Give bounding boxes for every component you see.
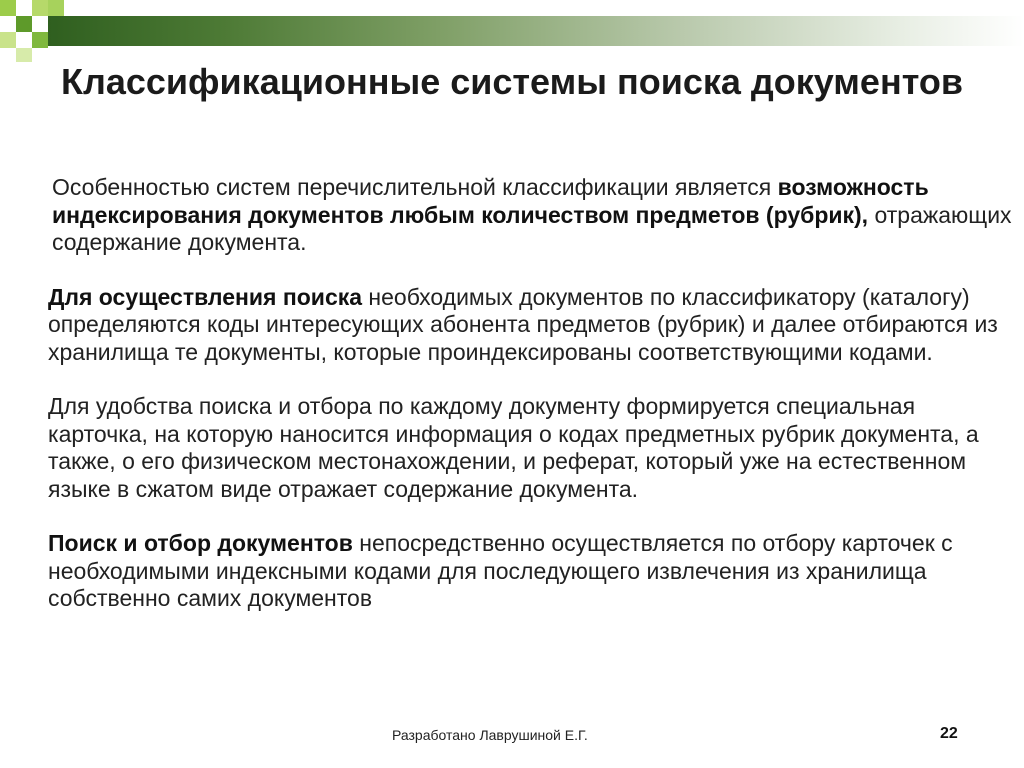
decor-square xyxy=(16,48,32,62)
paragraph xyxy=(48,530,1016,613)
decor-square xyxy=(32,32,48,48)
slide-body xyxy=(48,174,1016,613)
paragraph xyxy=(48,284,1016,367)
decor-square xyxy=(32,0,48,16)
paragraph xyxy=(48,174,1016,257)
decor-square xyxy=(16,16,32,32)
text-run: Особенностью систем перечислительной классификации является xyxy=(52,174,778,200)
paragraph xyxy=(48,393,1016,503)
footer-author: Разработано Лаврушиной Е.Г. xyxy=(392,727,588,743)
decor-square xyxy=(48,0,64,16)
text-run: отражающих содержание документа. xyxy=(52,201,1012,255)
text-run: необходимых документов по классификатору (каталогу) определяются коды интересующих абонента предметов (рубрик) и далее отбираются из хранилища те документы, которые проиндексированы соответствующими кодами. xyxy=(48,283,998,365)
header-gradient-bar xyxy=(48,16,1024,46)
slide-title: Классификационные системы поиска документов xyxy=(61,61,963,102)
text-run-bold: Для осуществления поиска xyxy=(48,283,363,310)
decor-square xyxy=(0,0,16,16)
text-run: непосредственно осуществляется по отбору карточек с необходимыми индексными кодами для последующего извлечения из хранилища собственно самих документов xyxy=(48,530,953,611)
text-run: Для удобства поиска и отбора по каждому документу формируется специальная карточка, на которую наносится информация о кодах предметных рубрик документа, а также, о его физическом местонахождении, и реферат, который уже на естественном языке в сжатом виде отражает содержание документа. xyxy=(48,393,979,502)
text-run-bold: Поиск и отбор документов xyxy=(48,530,353,556)
page-number: 22 xyxy=(940,725,958,742)
decor-square xyxy=(0,32,16,48)
text-run-bold: возможность индексирования документов любым количеством предметов (рубрик), xyxy=(52,174,929,228)
